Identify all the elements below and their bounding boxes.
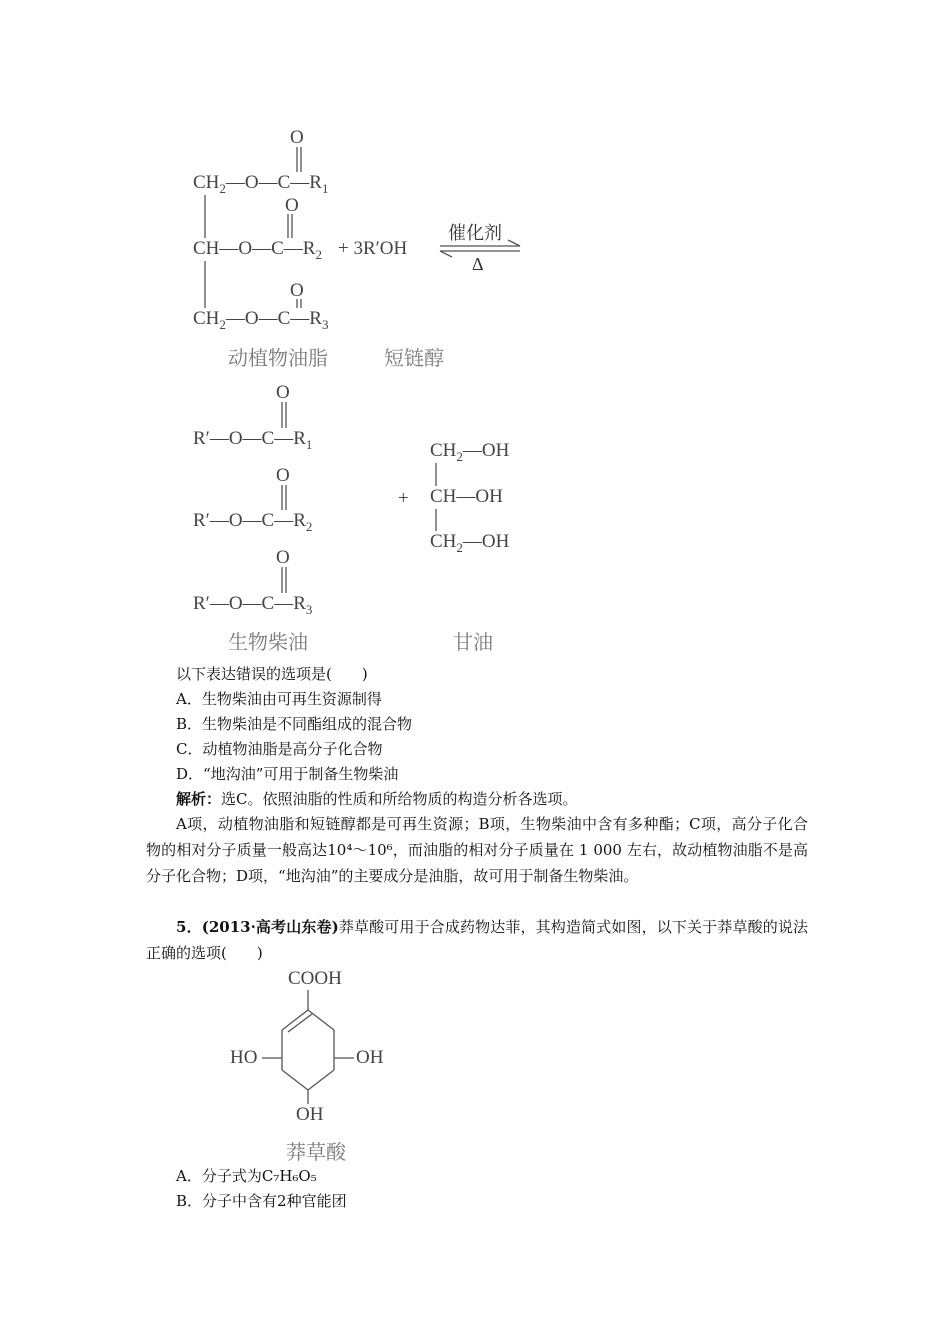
structure-caption: 莽草酸 bbox=[286, 1140, 346, 1164]
reactant-caption: 动植物油脂 bbox=[228, 346, 328, 370]
analysis-detail: A项，动植物油脂和短链醇都是可再生资源；B项，生物柴油中含有多种酯；C项，高分子化合物的相对分子质量一般高达10⁴～10⁶，而油脂的相对分子质量在 1 000 左右，故动植物油脂不是高分子化合物；D项，“地沟油”的主要成分是油脂，故可用于制备生物柴油。 bbox=[146, 815, 808, 885]
alcohol-formula: + 3R′OH bbox=[338, 238, 408, 259]
question4-option-d: D．“地沟油”可用于制备生物柴油 bbox=[176, 765, 399, 783]
question5-stem: 5．(2013·高考山东卷)莽草酸可用于合成药物达菲，其构造简式如图，以下关于莽草酸的说法正确的选项( ) bbox=[146, 918, 808, 962]
molecular-mass-range: 10⁴～10⁶ bbox=[327, 841, 393, 859]
analysis-label: 解析： bbox=[176, 790, 222, 808]
question4-option-c: C．动植物油脂是高分子化合物 bbox=[176, 740, 383, 758]
analysis-text: 选C。依照油脂的性质和所给物质的构造分析各选项。 bbox=[221, 790, 578, 808]
question5-option-a: A．分子式为C₇H₆O₅ bbox=[176, 1167, 317, 1185]
heat-symbol: Δ bbox=[472, 254, 484, 274]
question4-stem: 以下表达错误的选项是( ) bbox=[176, 665, 368, 683]
question4-option-a: A．生物柴油由可再生资源制得 bbox=[176, 690, 382, 708]
catalyst-label: 催化剂 bbox=[448, 223, 502, 244]
question5-option-b: B．分子中含有2种官能团 bbox=[176, 1192, 347, 1210]
analysis-line bbox=[176, 789, 578, 809]
alcohol-caption: 短链醇 bbox=[384, 346, 444, 370]
plus-sign: + bbox=[398, 488, 409, 509]
question5-number: 5． bbox=[176, 918, 202, 936]
product-caption: 生物柴油 bbox=[228, 630, 308, 654]
question4-option-b: B．生物柴油是不同酯组成的混合物 bbox=[176, 715, 413, 733]
question5-source: (2013·高考山东卷) bbox=[201, 918, 339, 936]
glycerol-caption: 甘油 bbox=[453, 630, 493, 654]
